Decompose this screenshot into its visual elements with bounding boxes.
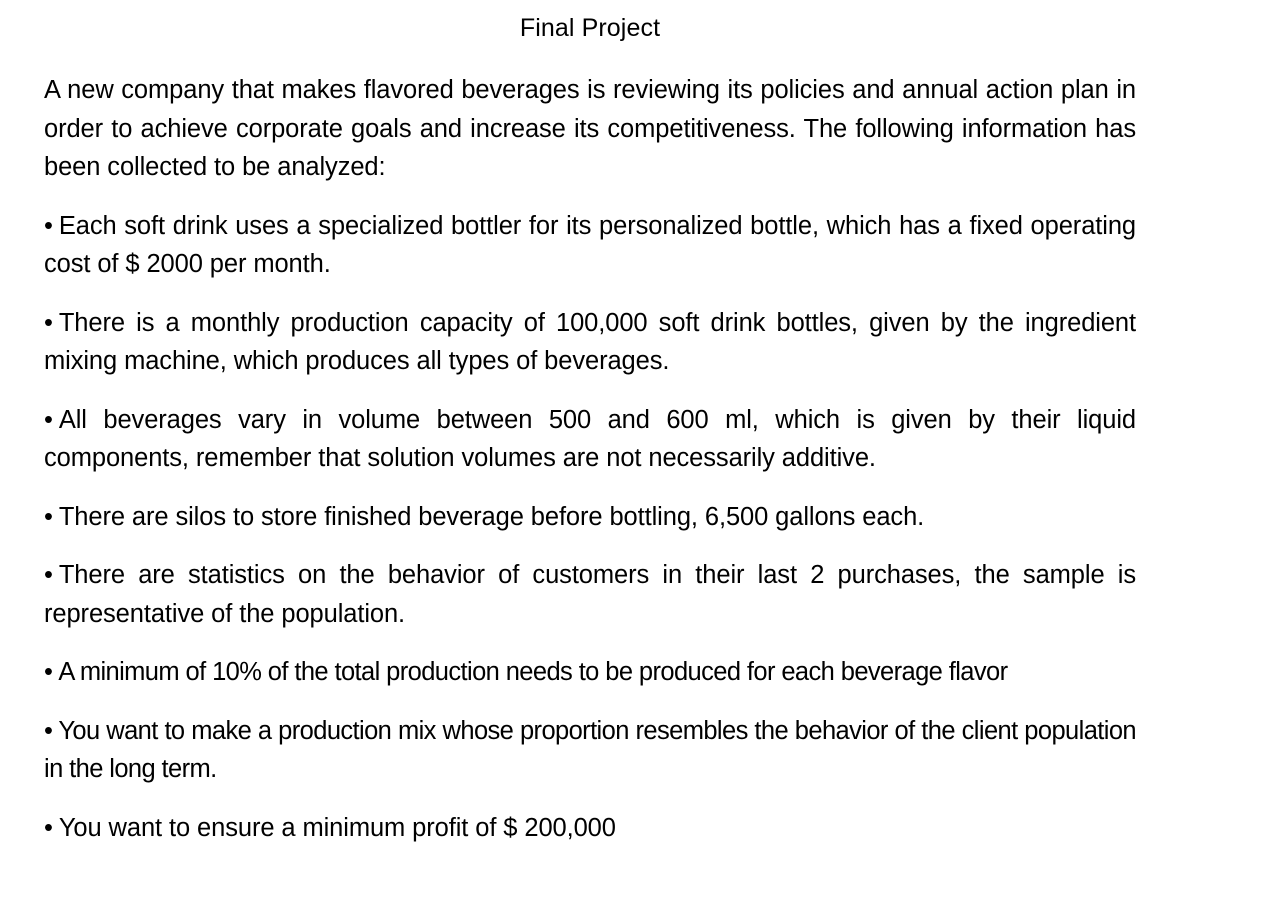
list-item [44,712,1136,789]
bullet-icon: • [44,561,53,589]
list-item-text: You want to make a production mix whose proportion resembles the behavior of the client population in the long term. [44,716,1136,783]
list-item [44,556,1136,633]
bullet-icon: • [44,813,53,842]
bullet-icon: • [44,658,53,686]
document-body [44,71,1136,867]
bullet-icon: • [44,716,53,745]
bullet-icon: • [44,405,53,434]
list-item [44,498,1136,537]
list-item-text: There are silos to store finished beverage before bottling, 6,500 gallons each. [58,502,925,531]
list-item [44,401,1136,478]
intro-paragraph: A new company that makes flavored beverages is reviewing its policies and annual action plan in order to achieve corporate goals and increase its competitiveness. The following information has been collected to be analyzed: [44,76,1136,181]
bullet-icon: • [44,502,53,531]
list-item-text: There is a monthly production capacity of 100,000 soft drink bottles, given by the ingredient mixing machine, which produces all types of beverages. [44,308,1136,375]
bullet-icon: • [44,308,53,337]
list-item [44,653,1136,692]
list-item [44,809,1136,848]
bullet-icon: • [44,211,53,240]
requirements-list [44,207,1136,848]
list-item [44,207,1136,284]
list-item-text: A minimum of 10% of the total production needs to be produced for each beverage flavor [58,658,1008,686]
list-item-text: All beverages vary in volume between 500 and 600 ml, which is given by their liquid components, remember that solution volumes are not necessarily additive. [44,405,1136,472]
list-item-text: Each soft drink uses a specialized bottler for its personalized bottle, which has a fixed operating cost of $ 2000 per month. [44,211,1136,278]
list-item [44,304,1136,381]
document-title: Final Project [519,14,661,42]
list-item-text: You want to ensure a minimum profit of $ 200,000 [58,813,616,842]
list-item-text: There are statistics on the behavior of customers in their last 2 purchases, the sample is representative of the population. [44,561,1136,628]
